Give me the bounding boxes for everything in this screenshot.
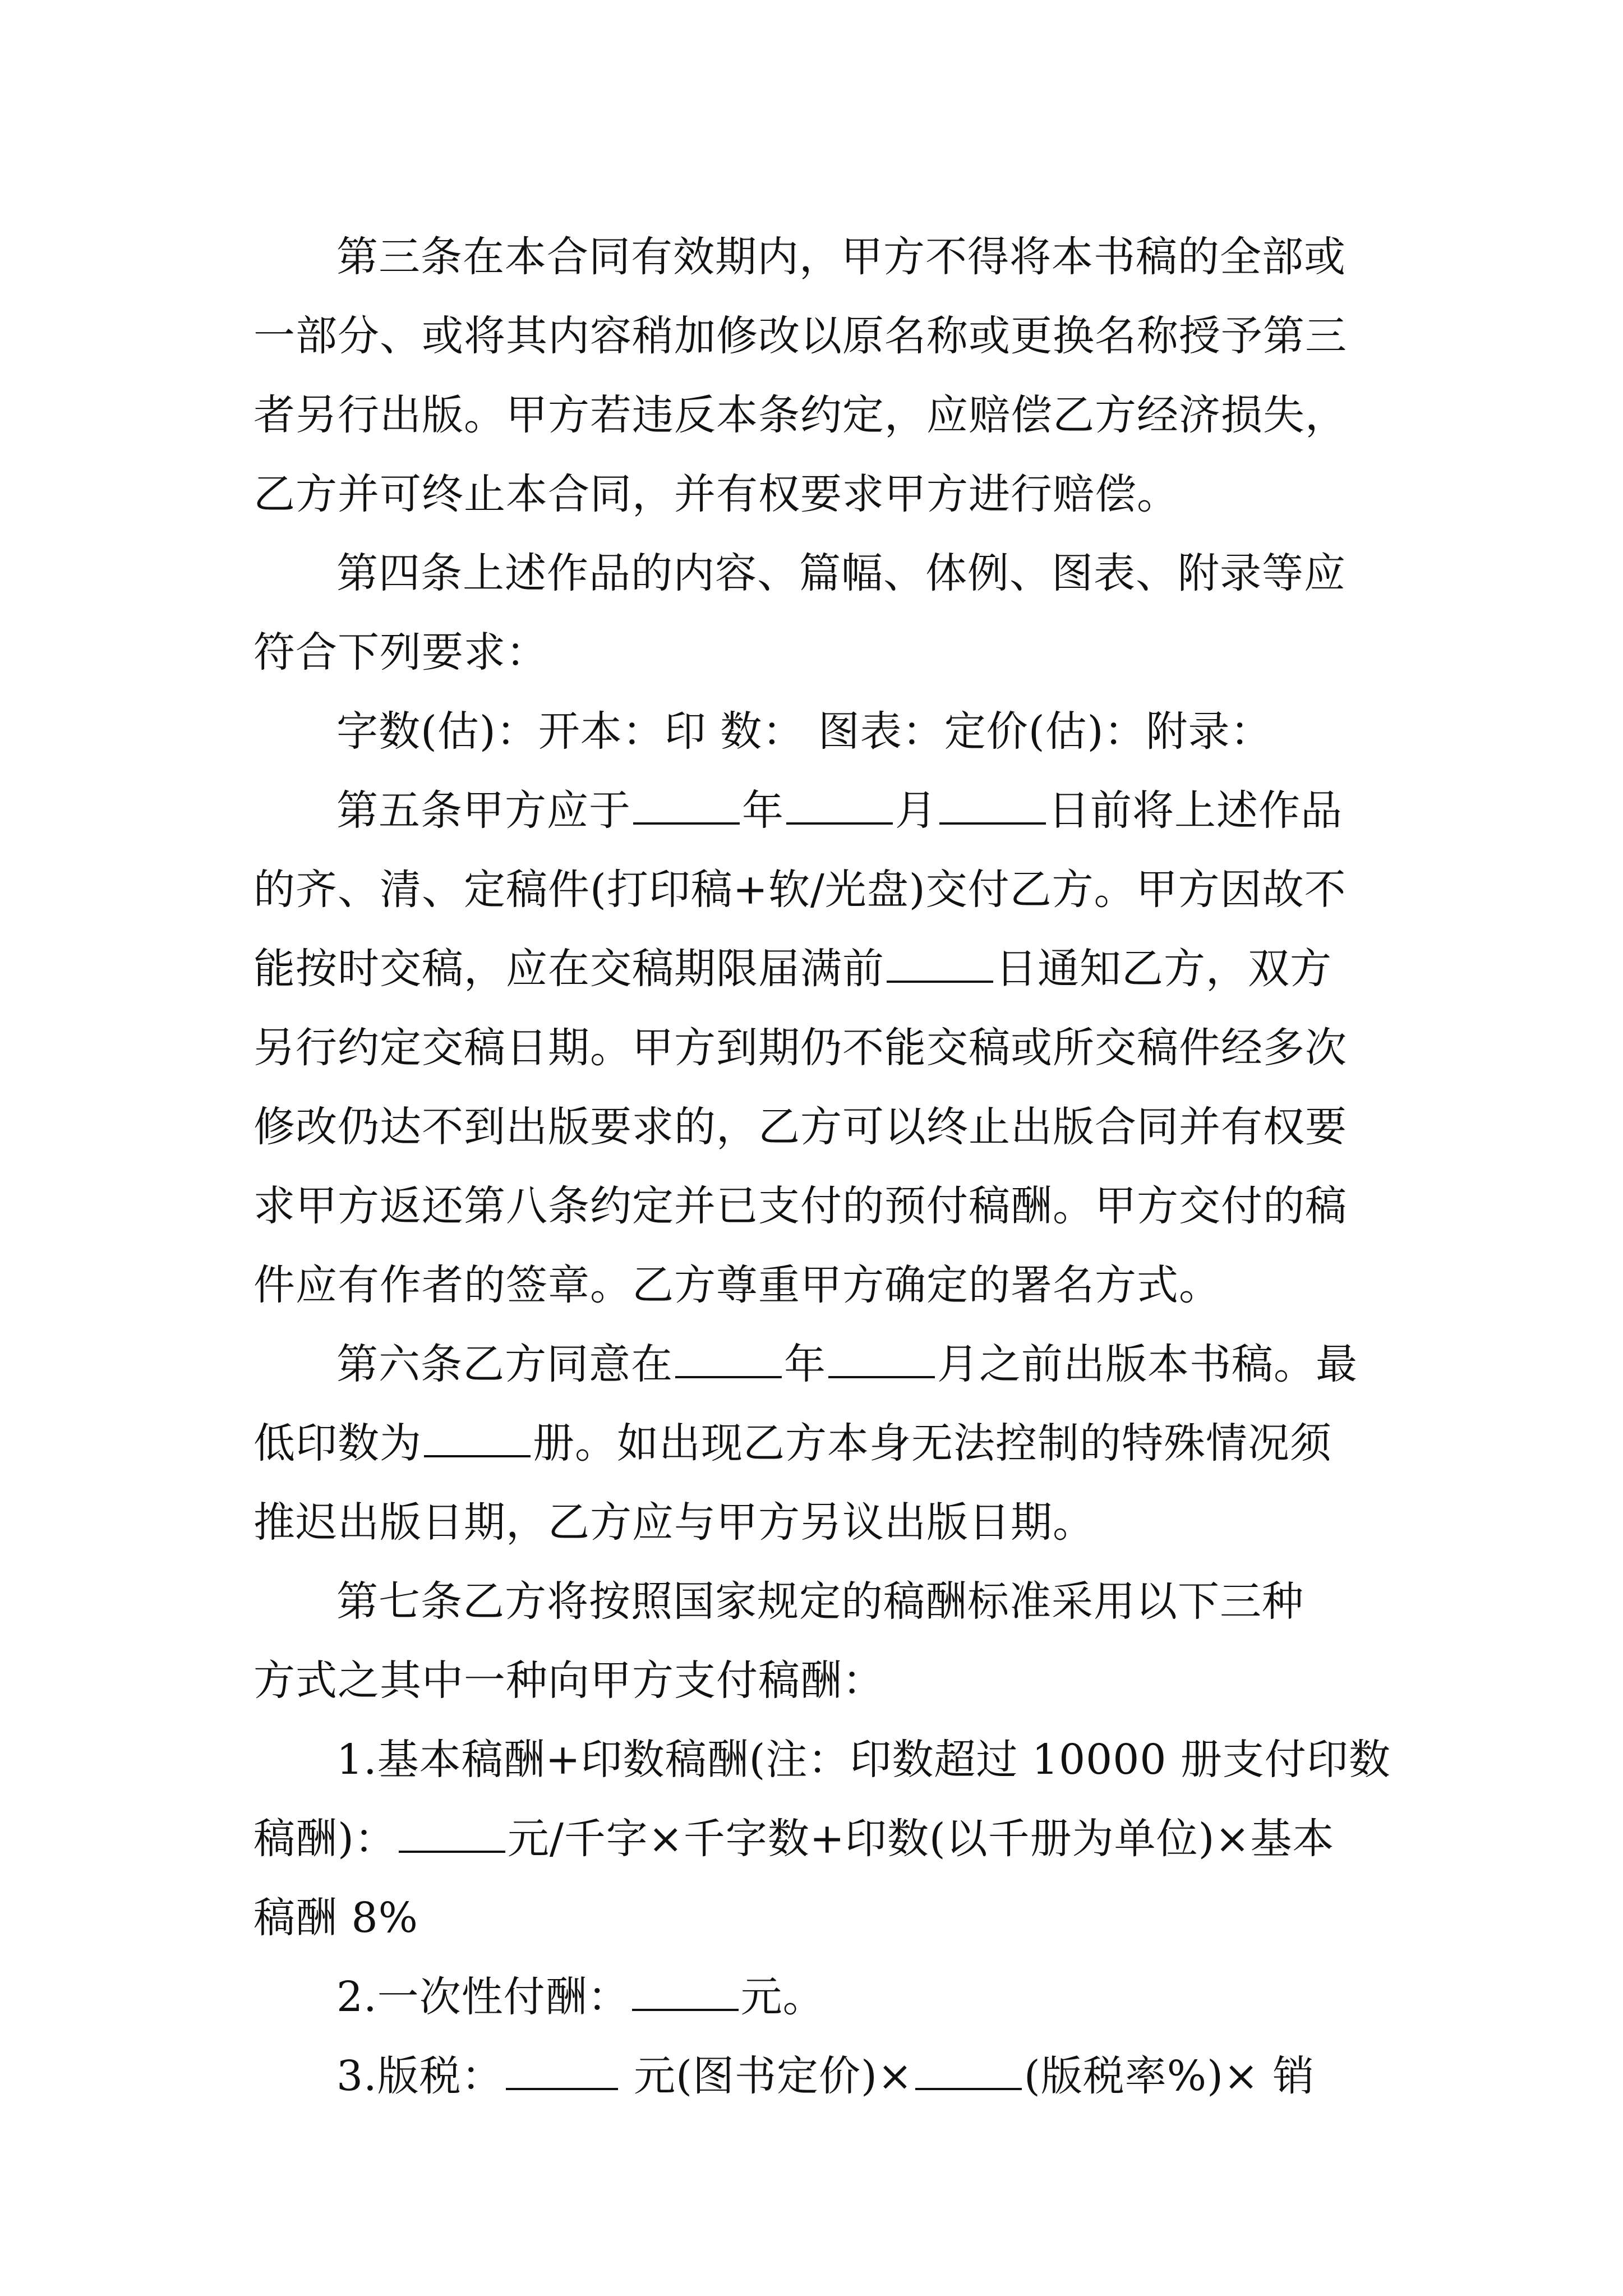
month-blank[interactable]	[786, 788, 893, 825]
text-segment: 年	[742, 786, 784, 835]
text-segment: 元。	[740, 1973, 825, 2021]
text-line: 第七条乙方将按照国家规定的稿酬标准采用以下三种	[336, 1577, 1304, 1626]
payment-option-1	[253, 1720, 1391, 1958]
text-segment: 第六条乙方同意在	[336, 1340, 673, 1388]
text-line: 另行约定交稿日期。甲方到期仍不能交稿或所交稿件经多次	[253, 1024, 1347, 1072]
text-line	[253, 1800, 1375, 1879]
text-segment: 3.版税：	[336, 2052, 504, 2100]
text-segment: (版税率%)× 销	[1023, 2052, 1315, 2100]
text-segment: 低印数为	[253, 1419, 422, 1467]
text-segment: 2.一次性付酬：	[336, 1973, 630, 2021]
article-4	[253, 534, 1375, 692]
text-segment: 月之前出版本书稿。最	[937, 1340, 1358, 1388]
rate-blank[interactable]	[399, 1816, 505, 1853]
text-line	[253, 1404, 1375, 1483]
text-segment: 能按时交稿，应在交稿期限届满前	[253, 945, 884, 993]
day-blank[interactable]	[939, 788, 1046, 825]
text-segment: 月	[895, 786, 937, 835]
text-line: 1.基本稿酬+印数稿酬(注：印数超过 10000 册支付印数	[336, 1736, 1391, 1784]
text-line: 第四条上述作品的内容、篇幅、体例、图表、附录等应	[336, 549, 1346, 597]
text-segment: 元/千字×千字数+印数(以千册为单位)×基本	[507, 1815, 1335, 1863]
text-segment: 元(图书定价)×	[620, 2052, 913, 2100]
text-line: 符合下列要求：	[253, 628, 548, 677]
year-blank[interactable]	[633, 788, 740, 825]
text-line: 一部分、或将其内容稍加修改以原名称或更换名称授予第三	[253, 312, 1347, 360]
article-6	[253, 1325, 1375, 1562]
year-blank[interactable]	[675, 1341, 782, 1378]
text-line: 方式之其中一种向甲方支付稿酬：	[253, 1657, 884, 1705]
text-segment: 稿酬)：	[253, 1815, 396, 1863]
text-line: 件应有作者的签章。乙方尊重甲方确定的署名方式。	[253, 1261, 1221, 1309]
article-3	[253, 218, 1375, 534]
text-line: 稿酬 8%	[253, 1894, 418, 1942]
text-line: 者另行出版。甲方若违反本条约定，应赔偿乙方经济损失，	[253, 391, 1347, 439]
days-notice-blank[interactable]	[887, 946, 993, 983]
price-blank[interactable]	[506, 2053, 618, 2090]
payment-option-2	[253, 1958, 1375, 2037]
royalty-rate-blank[interactable]	[915, 2053, 1022, 2090]
document-body	[253, 218, 1391, 2116]
text-line: 的齐、清、定稿件(打印稿+软/光盘)交付乙方。甲方因故不	[253, 866, 1347, 914]
text-line	[253, 771, 1375, 850]
text-line	[253, 1325, 1375, 1404]
payment-option-3	[253, 2037, 1375, 2116]
requirements-line	[253, 692, 1375, 771]
article-5	[253, 771, 1375, 1325]
text-line: 字数(估)：开本：印 数： 图表：定价(估)：附录：	[336, 707, 1272, 756]
text-line: 推迟出版日期，乙方应与甲方另议出版日期。	[253, 1498, 1095, 1547]
text-line: 求甲方返还第八条约定并已支付的预付稿酬。甲方交付的稿	[253, 1182, 1347, 1230]
text-segment: 第五条甲方应于	[336, 786, 631, 835]
text-line: 修改仍达不到出版要求的，乙方可以终止出版合同并有权要	[253, 1103, 1347, 1151]
month-blank[interactable]	[828, 1341, 935, 1378]
text-line: 第三条在本合同有效期内，甲方不得将本书稿的全部或	[336, 233, 1346, 281]
text-line: 乙方并可终止本合同，并有权要求甲方进行赔偿。	[253, 470, 1179, 518]
text-line	[253, 930, 1375, 1009]
text-segment: 日前将上述作品	[1048, 786, 1343, 835]
text-segment: 日通知乙方，双方	[995, 945, 1332, 993]
text-segment: 年	[784, 1340, 826, 1388]
article-7	[253, 1562, 1375, 1720]
min-print-blank[interactable]	[424, 1420, 531, 1457]
lump-sum-blank[interactable]	[632, 1974, 739, 2011]
text-line	[253, 1958, 1375, 2037]
text-line	[253, 2037, 1375, 2116]
text-segment: 册。如出现乙方本身无法控制的特殊情况须	[533, 1419, 1332, 1467]
